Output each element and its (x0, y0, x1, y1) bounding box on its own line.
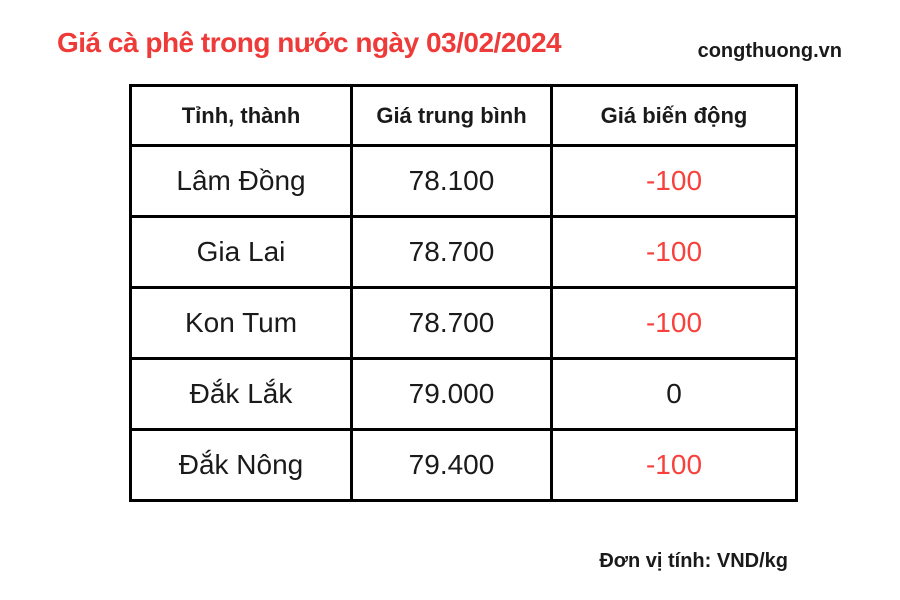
province-cell: Đắk Lắk (131, 359, 352, 430)
avg-price-cell: 78.700 (352, 217, 552, 288)
header-row (131, 86, 797, 146)
unit-note: Đơn vị tính: VND/kg (599, 550, 788, 572)
page-title: Giá cà phê trong nước ngày 03/02/2024 (57, 27, 562, 58)
col-header-avg-price: Giá trung bình (352, 86, 552, 146)
change-cell: 0 (552, 359, 797, 430)
avg-price-cell: 78.100 (352, 146, 552, 217)
change-cell: -100 (552, 146, 797, 217)
table-row (131, 288, 797, 359)
change-cell: -100 (552, 430, 797, 501)
change-cell: -100 (552, 288, 797, 359)
price-table (129, 84, 798, 502)
site-logo: congthuong.vn (697, 40, 842, 62)
province-cell: Gia Lai (131, 217, 352, 288)
change-cell: -100 (552, 217, 797, 288)
table-row (131, 217, 797, 288)
table-row (131, 430, 797, 501)
col-header-province: Tỉnh, thành (131, 86, 352, 146)
avg-price-cell: 79.400 (352, 430, 552, 501)
avg-price-cell: 79.000 (352, 359, 552, 430)
col-header-change: Giá biến động (552, 86, 797, 146)
table-row (131, 146, 797, 217)
province-cell: Lâm Đồng (131, 146, 352, 217)
province-cell: Kon Tum (131, 288, 352, 359)
province-cell: Đắk Nông (131, 430, 352, 501)
avg-price-cell: 78.700 (352, 288, 552, 359)
table-row (131, 359, 797, 430)
